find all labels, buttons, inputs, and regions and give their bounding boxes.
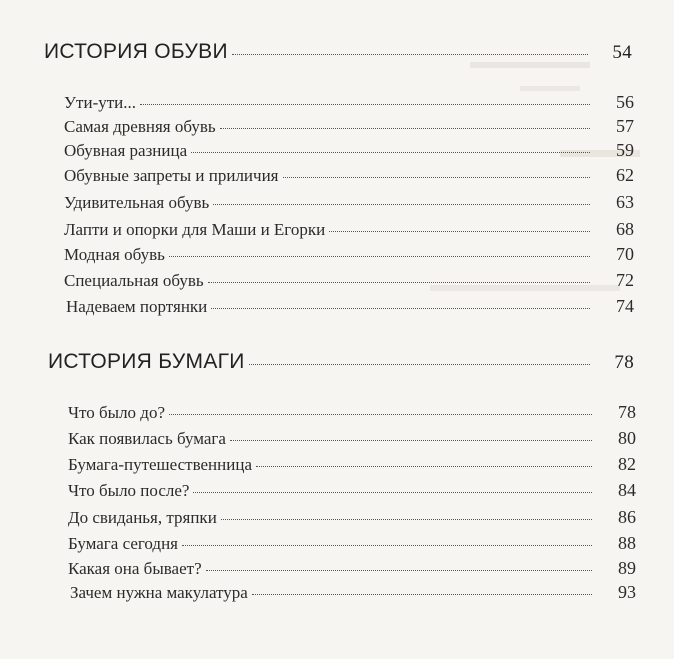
entry-title: Зачем нужна макулатура [70,583,248,602]
entry-page-number: 56 [616,92,634,112]
entry-title: Бумага сегодня [68,534,178,553]
entry-page-number: 84 [618,480,636,500]
dot-leader [256,466,592,467]
entry-title: Надеваем портянки [66,297,208,316]
toc-entry[interactable] [64,116,634,137]
bleed-through-decoration [470,62,590,78]
entry-title: Как появилась бумага [68,429,226,448]
entry-title: Обувные запреты и приличия [64,166,279,185]
toc-entry[interactable] [68,558,636,579]
entry-title: Что было после? [68,481,190,500]
entry-page-number: 80 [618,428,636,448]
dot-leader [252,594,592,595]
section-page-number: 54 [612,42,632,63]
dot-leader [220,128,590,129]
toc-entry[interactable] [64,270,634,291]
toc-entry[interactable] [64,192,634,213]
dot-leader [249,364,590,365]
dot-leader [221,519,592,520]
entry-page-number: 72 [616,270,634,290]
section-title: ИСТОРИЯ ОБУВИ [44,40,228,63]
dot-leader [329,231,590,232]
dot-leader [140,104,590,105]
entry-page-number: 88 [618,533,636,553]
entry-title: Специальная обувь [64,271,204,290]
toc-entry[interactable] [68,428,636,449]
entry-title: Удивительная обувь [64,193,210,212]
entry-page-number: 89 [618,558,636,578]
dot-leader [169,414,592,415]
entry-page-number: 62 [616,165,634,185]
toc-entry[interactable] [64,92,634,113]
section-title: ИСТОРИЯ БУМАГИ [48,350,245,373]
entry-title: Какая она бывает? [68,559,202,578]
toc-entry[interactable] [70,582,636,603]
entry-title: До свиданья, тряпки [68,508,217,527]
dot-leader [283,177,591,178]
entry-page-number: 93 [618,582,636,602]
entry-page-number: 70 [616,244,634,264]
entry-page-number: 59 [616,140,634,160]
entry-title: Обувная разница [64,141,188,160]
dot-leader [182,545,592,546]
dot-leader [211,308,590,309]
entry-page-number: 57 [616,116,634,136]
entry-title: Самая древняя обувь [64,117,216,136]
toc-entry[interactable] [64,244,634,265]
dot-leader [230,440,592,441]
toc-entry[interactable] [68,402,636,423]
toc-entry[interactable] [68,480,636,501]
dot-leader [232,54,588,55]
toc-entry[interactable] [64,165,634,186]
toc-section-heading[interactable] [44,40,632,64]
entry-title: Лапти и опорки для Маши и Егорки [64,220,326,239]
entry-page-number: 63 [616,192,634,212]
entry-title: Ути-ути... [64,93,137,112]
entry-page-number: 78 [618,402,636,422]
entry-page-number: 86 [618,507,636,527]
entry-page-number: 82 [618,454,636,474]
toc-section-heading[interactable] [48,350,634,374]
toc-entry[interactable] [64,140,634,161]
entry-title: Бумага-путешественница [68,455,252,474]
toc-entry[interactable] [64,219,634,240]
entry-title: Модная обувь [64,245,165,264]
dot-leader [191,152,590,153]
dot-leader [208,282,590,283]
entry-page-number: 74 [616,296,634,316]
toc-entry[interactable] [68,507,636,528]
dot-leader [213,204,590,205]
dot-leader [193,492,592,493]
dot-leader [206,570,592,571]
section-page-number: 78 [614,352,634,373]
toc-entry[interactable] [68,533,636,554]
toc-entry[interactable] [68,454,636,475]
dot-leader [169,256,590,257]
entry-page-number: 68 [616,219,634,239]
toc-entry[interactable] [66,296,634,317]
entry-title: Что было до? [68,403,166,422]
